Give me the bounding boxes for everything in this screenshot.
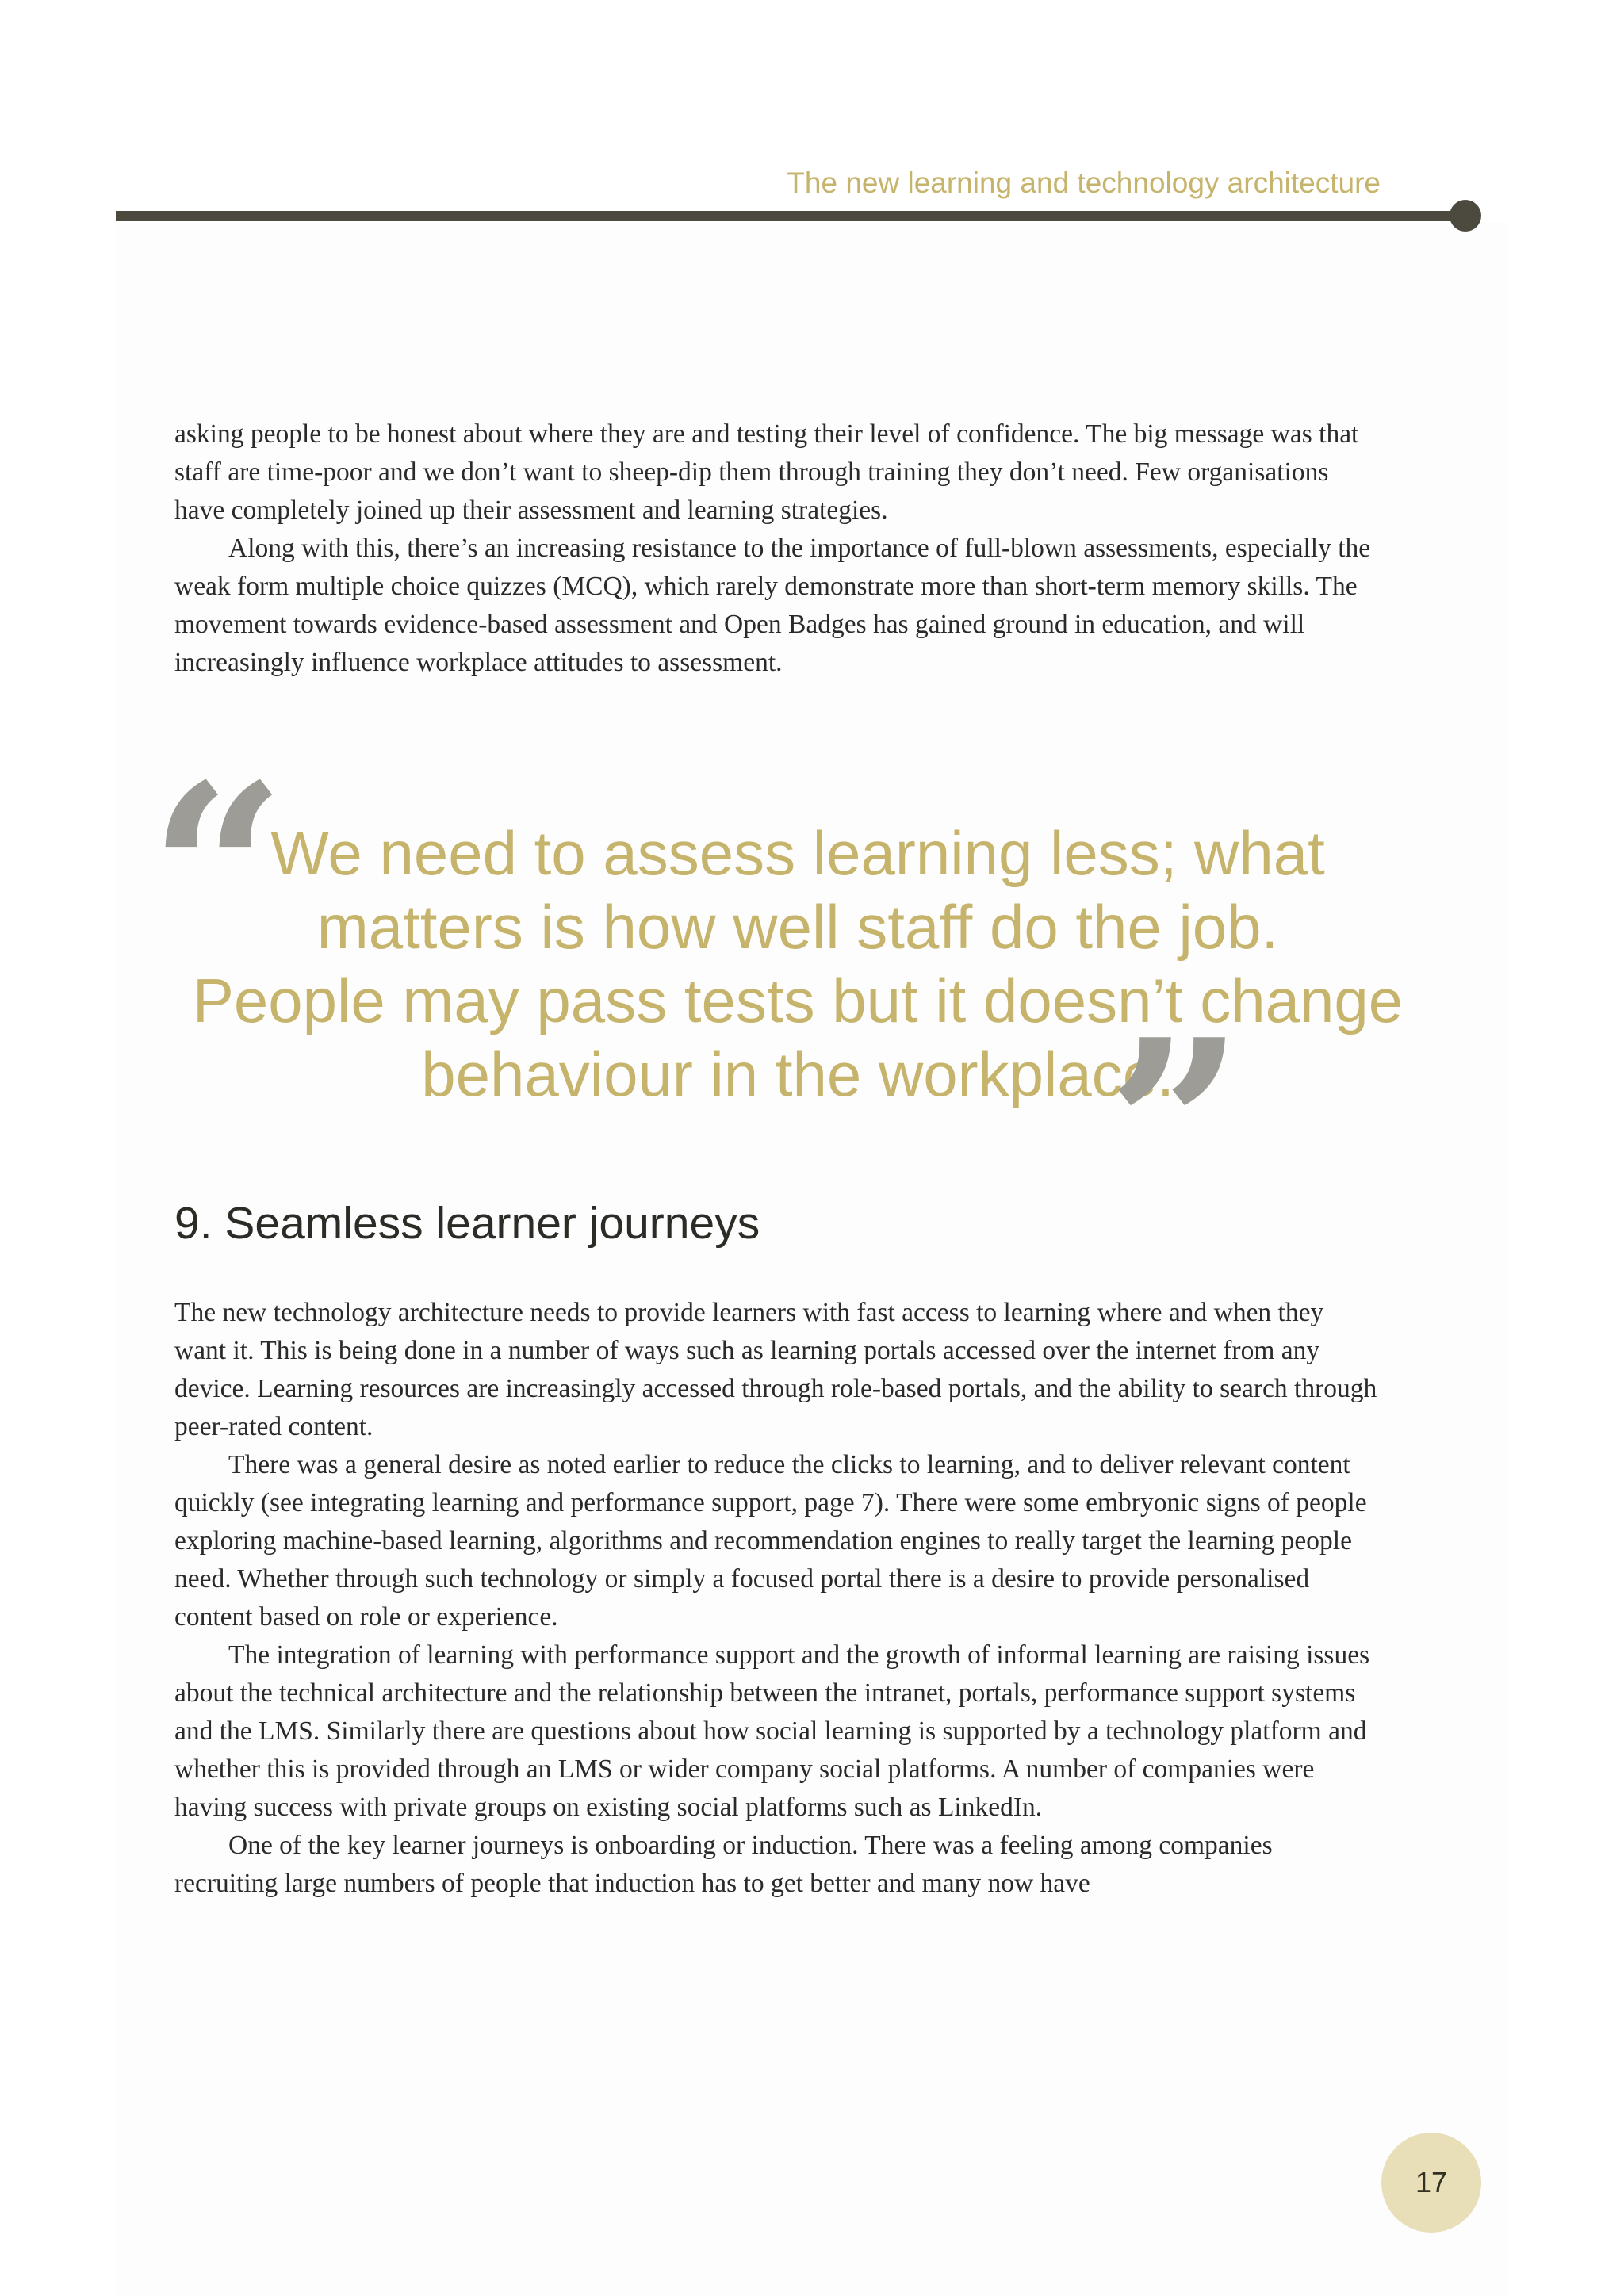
pull-quote-line: We need to assess learning less; what (270, 818, 1325, 888)
body-paragraph: Along with this, there’s an increasing resistance to the importance of full-blown assessments, especially the weak form multiple choice quizzes (MCQ), which rarely demonstrate more than short-term memory skills. The movement towards evidence-based assessment and Open Badges has gained ground in education, and will increasingly influence workplace attitudes to assessment. (174, 534, 1371, 677)
pull-quote-line: behaviour in the workplace. (421, 1039, 1174, 1109)
body-paragraph: There was a general desire as noted earlier to reduce the clicks to learning, and to deliver relevant content quickly (see integrating learning and performance support, page 7). There were some embryonic signs of people exploring machine-based learning, algorithms and recommendation engines to really target the learning people need. Whether through such technology or simply a focused portal there is a desire to provide personalised content based on role or experience. (174, 1450, 1367, 1632)
section-heading: 9. Seamless learner journeys (174, 1198, 760, 1249)
body-paragraph: The new technology architecture needs to provide learners with fast access to learning where and when they want it. This is being done in a number of ways such as learning portals accessed over the internet from any device. Learning resources are increasingly accessed through role-based portals, and the ability to search through peer-rated content. (174, 1298, 1377, 1441)
intro-text-block (174, 415, 1380, 682)
pull-quote-line: matters is how well staff do the job. (316, 892, 1279, 962)
close-quote-icon: ” (1107, 987, 1244, 1267)
header-rule (116, 211, 1464, 221)
section-text-block (174, 1294, 1380, 1903)
header-rule-end-dot (1450, 200, 1481, 232)
page-number: 17 (1415, 2166, 1448, 2198)
pull-quote-line: People may pass tests but it doesn’t change (192, 966, 1404, 1035)
body-paragraph: The integration of learning with performance support and the growth of informal learning are raising issues about the technical architecture and the relationship between the intranet, portals, performance support systems and the LMS. Similarly there are questions about how social learning is supported by a technology platform and whether this is provided through an LMS or wider company social platforms. A number of companies were having success with private groups on existing social platforms such as LinkedIn. (174, 1640, 1370, 1822)
running-header-title: The new learning and technology architecture (787, 166, 1381, 199)
body-paragraph: One of the key learner journeys is onboarding or induction. There was a feeling among companies recruiting large numbers of people that induction has to get better and many now have (174, 1831, 1273, 1898)
page-number-badge (1381, 2133, 1481, 2233)
body-paragraph: asking people to be honest about where they are and testing their level of confidence. The big message was that staff are time-poor and we don’t want to sheep-dip them through training they don’t need. Few organisations have completely joined up their assessment and learning strategies. (174, 419, 1359, 525)
open-quote-icon: “ (149, 732, 286, 1012)
